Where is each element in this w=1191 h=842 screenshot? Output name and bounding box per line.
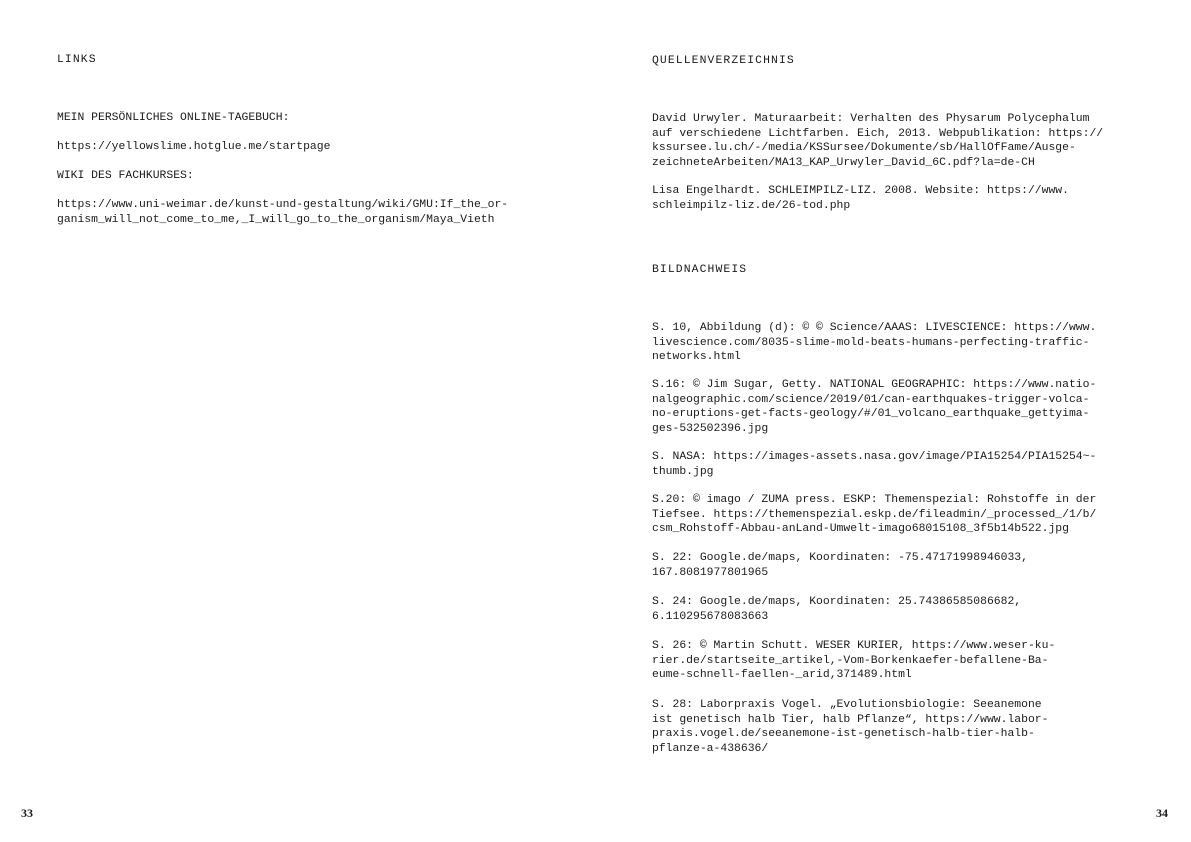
image-credit-entry: S. 10, Abbildung (d): © © Science/AAAS: LIVESCIENCE: https://www. livescience.com/8035-slime-mold-beats-humans-perfecting-traffic- networks.html [652,322,1097,363]
image-credit-entry: S. 28: Laborpraxis Vogel. „Evolutionsbiologie: Seeanemone ist genetisch halb Tier, halb Pflanze“, https://www.labor- praxis.vogel.de/seeanemone-ist-genetisch-halb-tier-halb- pflanze-a-438636/ [652,699,1049,755]
wiki-link[interactable]: https://www.uni-weimar.de/kunst-und-gestaltung/wiki/GMU:If_the_or- ganism_will_not_come_to_me,_I_will_go_to_the_organism/Maya_Vieth [57,199,509,226]
diary-link[interactable]: https://yellowslime.hotglue.me/startpage [57,141,331,153]
image-credit-entry: S.16: © Jim Sugar, Getty. NATIONAL GEOGRAPHIC: https://www.natio- nalgeographic.com/science/2019/01/can-earthquakes-trigger-volca- no-eruptions-get-facts-geology/#/01_volcano_earthquake_gettyima- ges-532502396.jpg [652,379,1097,435]
source-entry: David Urwyler. Maturaarbeit: Verhalten des Physarum Polycephalum auf verschiedene Lichtfarben. Eich, 2013. Webpublikation: https:// kssursee.lu.ch/-/media/KSSursee/Dokumente/sb/HallOfFame/Ausge- zeichneteArbeiten/MA13_KAP_Urwyler_David_6C.pdf?la=de-CH [652,113,1104,169]
source-entry: Lisa Engelhardt. SCHLEIMPILZ-LIZ. 2008. Website: https://www. schleimpilz-liz.de/26-tod.php [652,185,1069,212]
images-heading: BILDNACHWEIS [652,264,748,276]
sources-heading: QUELLENVERZEICHNIS [652,55,795,67]
links-heading: LINKS [57,54,97,66]
image-credit-entry: S. 26: © Martin Schutt. WESER KURIER, https://www.weser-ku- rier.de/startseite_artikel,-Vom-Borkenkaefer-befallene-Ba- eume-schnell-faellen-_arid,371489.html [652,640,1056,681]
diary-label: MEIN PERSÖNLICHES ONLINE-TAGEBUCH: [57,112,290,124]
image-credit-entry: S. 22: Google.de/maps, Koordinaten: -75.47171998946033, 167.8081977801965 [652,552,1028,579]
image-credit-entry: S. NASA: https://images-assets.nasa.gov/image/PIA15254/PIA15254~- thumb.jpg [652,451,1097,478]
page-number-left: 33 [21,806,33,820]
left-page [0,0,595,842]
wiki-label: WIKI DES FACHKURSES: [57,170,194,182]
page-number-right: 34 [1156,806,1168,820]
image-credit-entry: S. 24: Google.de/maps, Koordinaten: 25.74386585086682, 6.110295678083663 [652,596,1022,623]
right-page [596,0,1191,842]
image-credit-entry: S.20: © imago / ZUMA press. ESKP: Themenspezial: Rohstoffe in der Tiefsee. https://themenspezial.eskp.de/fileadmin/_processed_/1/b/ csm_Rohstoff-Abbau-anLand-Umwelt-imago68015108_3f5b14b522.jpg [652,494,1097,535]
